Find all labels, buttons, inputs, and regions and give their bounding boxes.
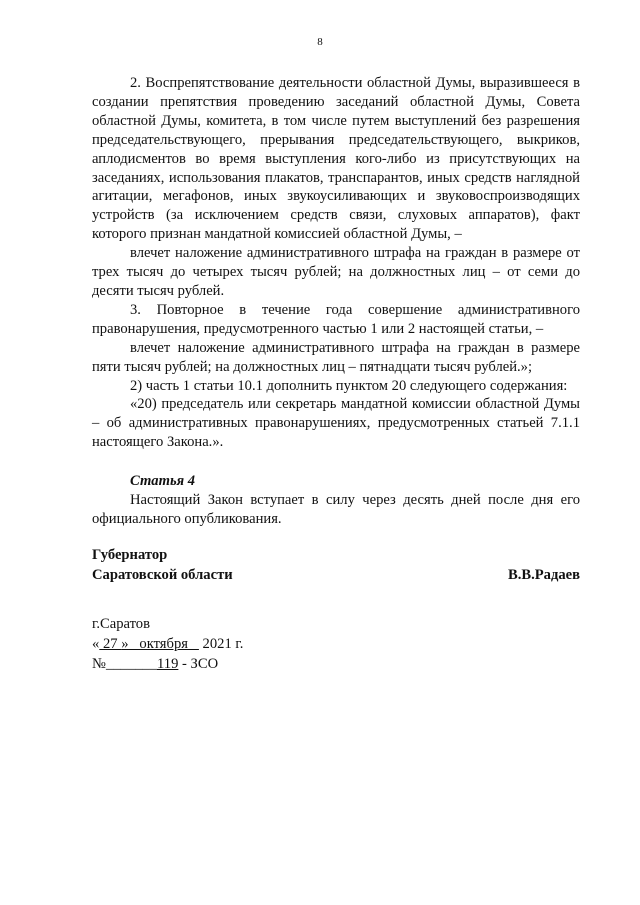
date-open-quote: « — [92, 636, 100, 652]
document-body — [92, 74, 580, 529]
signature-title-line1: Губернатор — [92, 547, 168, 563]
date-close-quote: » — [121, 636, 129, 652]
article-text: Настоящий Закон вступает в силу через десять дней после дня его официального опубликования. — [92, 492, 580, 527]
date-year: 2021 г. — [198, 636, 244, 652]
paragraph-penalty-1: влечет наложение административного штрафа на граждан в размере от трех тысяч до четырех тысяч рублей; на должностных лиц – от семи до десяти тысяч рублей. — [92, 245, 580, 299]
paragraph-3: 3. Повторное в течение года совершение административного правонарушения, предусмотренного частью 1 или 2 настоящей статьи, – — [92, 301, 580, 337]
date-month: октября — [128, 636, 199, 652]
law-number: 119 — [157, 656, 179, 672]
date-line — [92, 634, 243, 654]
signature-title-line2: Саратовской области — [92, 567, 233, 583]
signature-name: В.В.Радаев — [507, 567, 580, 583]
city: г.Саратов — [92, 616, 150, 632]
law-number-line — [92, 654, 243, 674]
article-heading: Статья 4 — [130, 473, 196, 490]
paragraph-amendment: 2) часть 1 статьи 10.1 дополнить пунктом 20 следующего содержания: — [130, 377, 568, 394]
signature-block — [92, 545, 580, 585]
law-number-suffix: - ЗСО — [178, 656, 219, 672]
paragraph-2: 2. Воспрепятствование деятельности областной Думы, выразившееся в создании препятствия проведению заседаний областной Думы, Совета областной Думы, комитета, в том числе путем выступлений без разрешения председательствующего, прерывания председательствующего, выкриков, аплодисментов во время выступления кого-либо из присутствующих на заседаниях, использования плакатов, транспарантов, иных средств наглядной агитации, мегафонов, иных звукоусиливающих и звуковоспроизводящих устройств (за исключением средств связи, слуховых аппаратов), факт которого признан мандатной комиссией областной Думы, – — [92, 75, 580, 243]
number-blank: _______ — [105, 656, 158, 672]
number-sign: № — [92, 656, 106, 672]
place-date-block — [92, 614, 243, 674]
date-day: 27 — [99, 636, 122, 652]
paragraph-penalty-2: влечет наложение административного штрафа на граждан в размере пяти тысяч рублей; на должностных лиц – пятнадцати тысяч рублей.»; — [92, 339, 580, 375]
page-number: 8 — [317, 36, 323, 48]
paragraph-item-20: «20) председатель или секретарь мандатной комиссии областной Думы – об административных правонарушениях, предусмотренных статьей 7.1.1 настоящего Закона.». — [92, 396, 580, 451]
